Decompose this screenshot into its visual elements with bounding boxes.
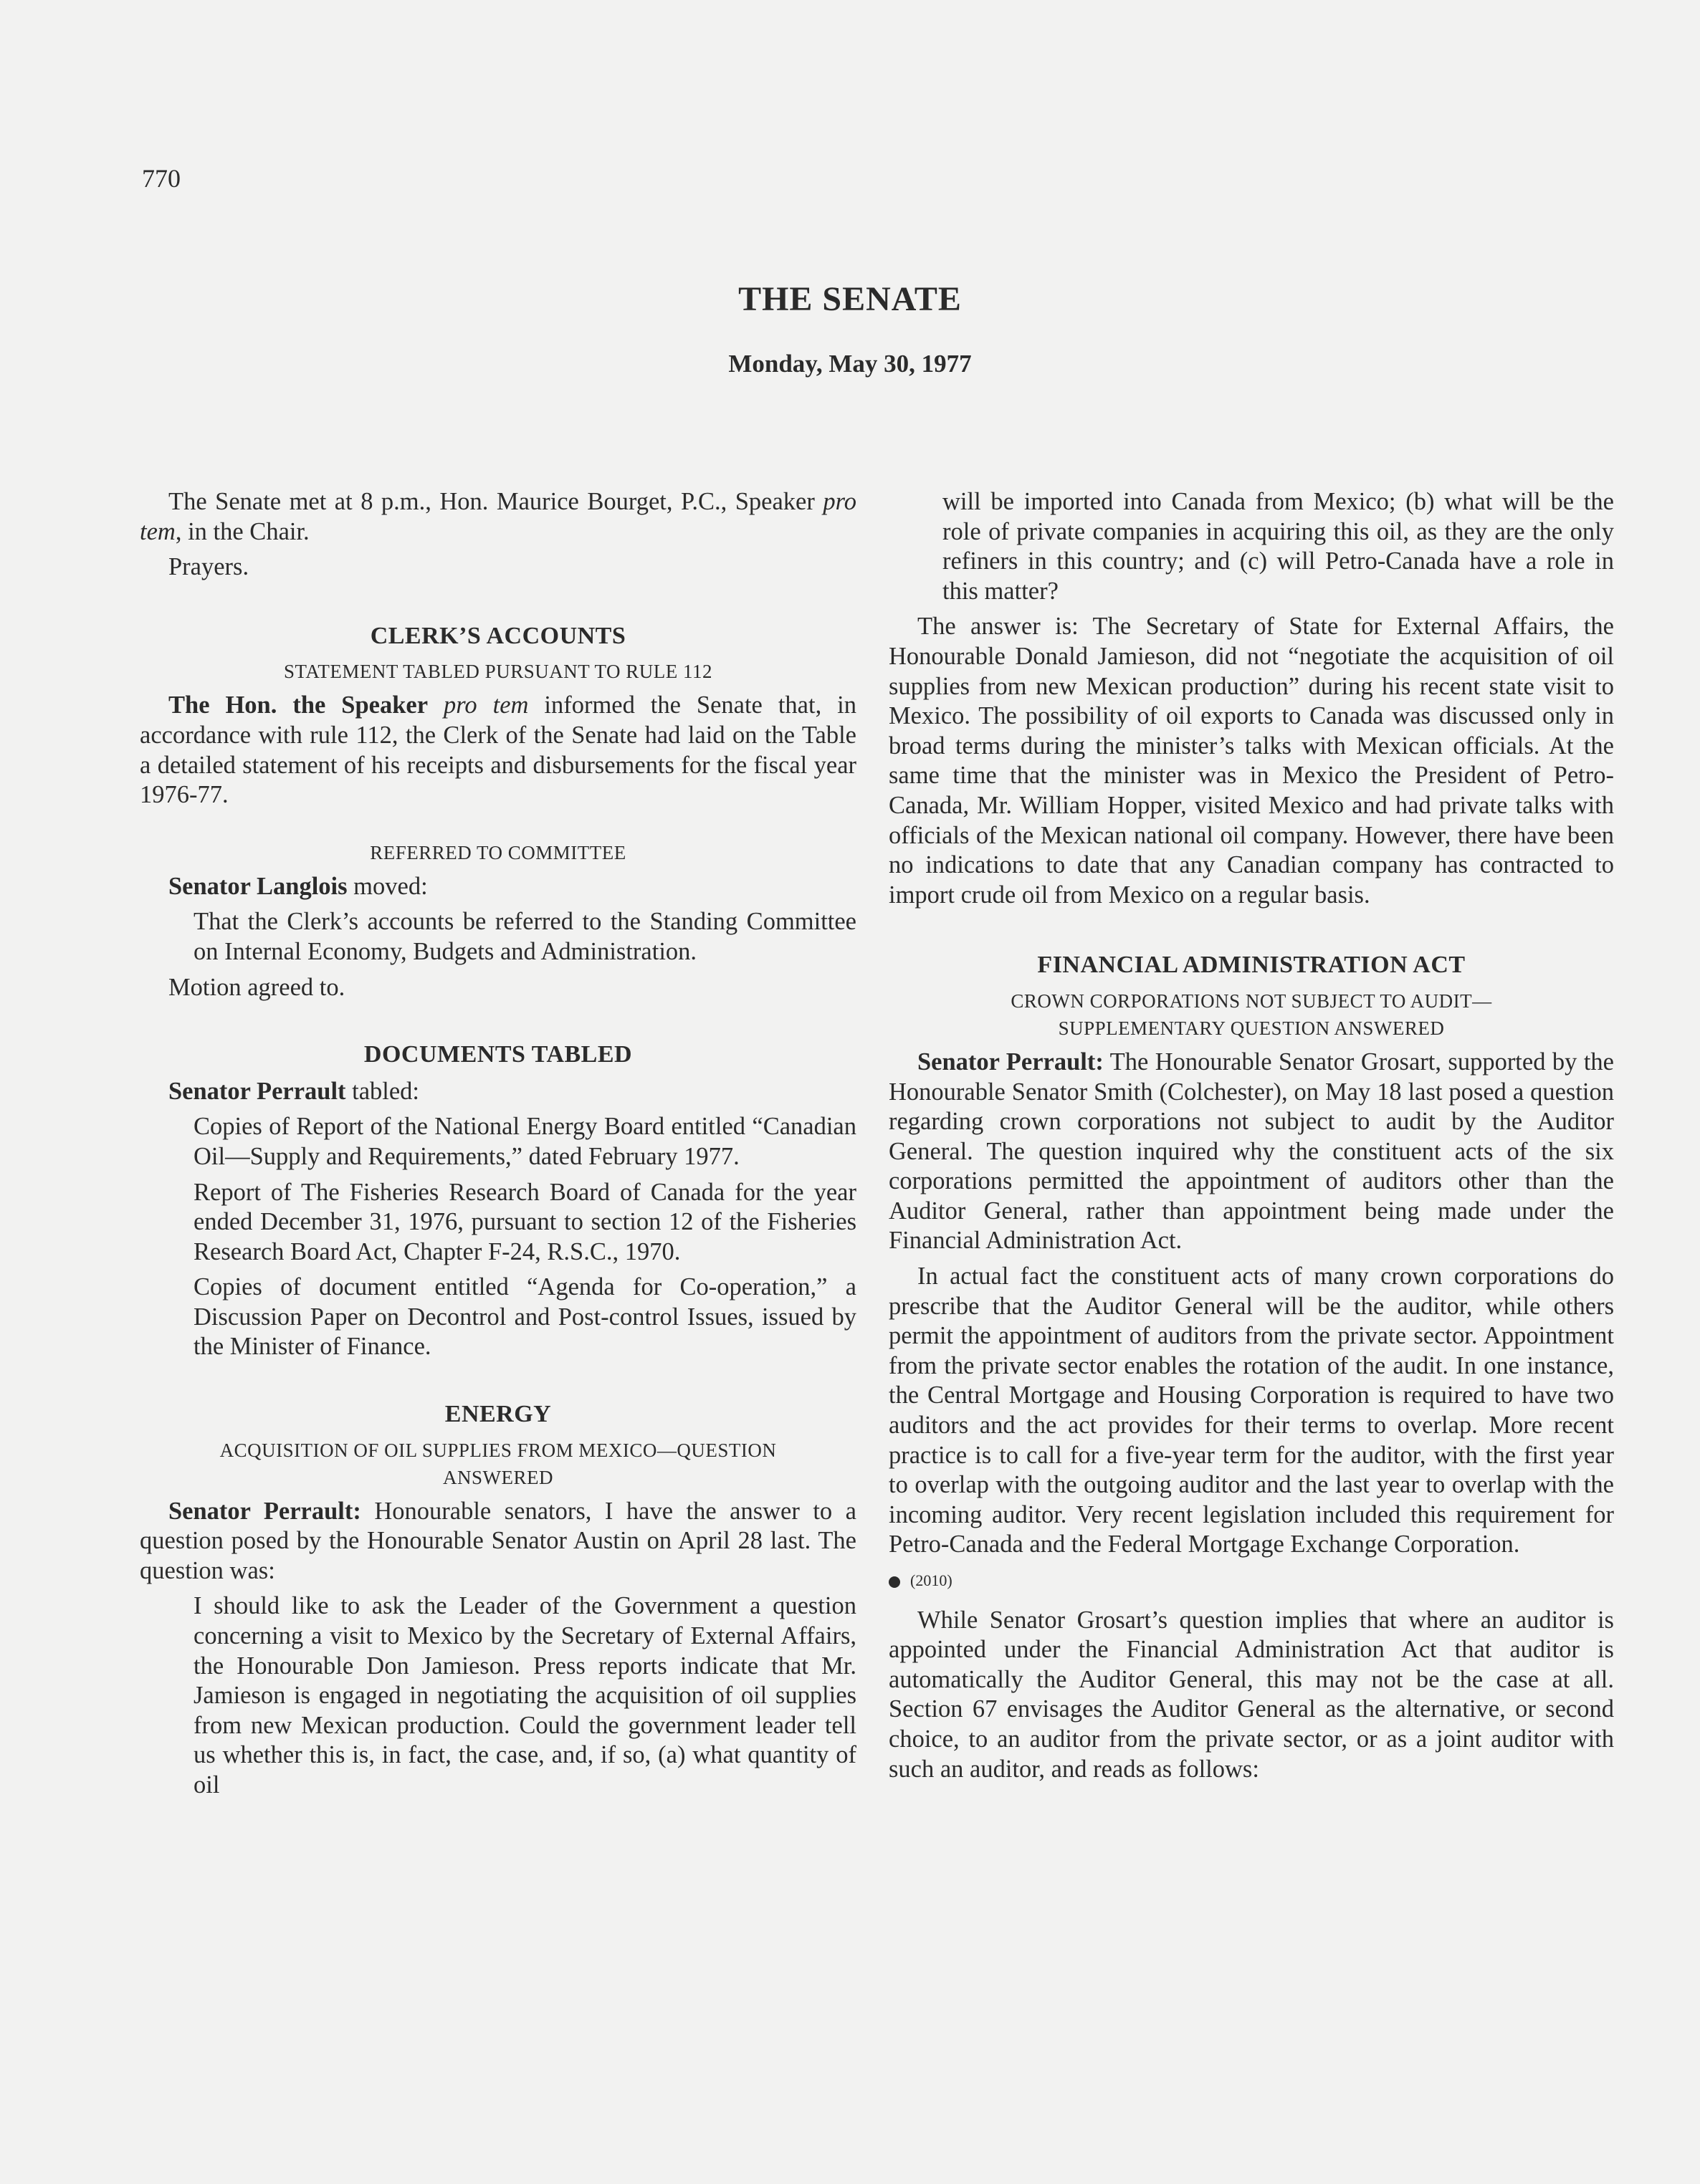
langlois-text: moved: xyxy=(347,872,428,900)
energy-heading: ENERGY xyxy=(444,1401,552,1428)
answer-paragraph: The answer is: The Secretary of State for External Affairs, the Honourable Donald Jamieson, did not “negotiate the acquisition of oil supplies from new Mexican production” during his recent state visit to Mexico. The possibility of oil exports to Canada was discussed only in broad terms during the minister’s talks with Mexican officials. At the same time that the minister was in Mexico the President of Petro-Canada, Mr. William Hopper, visited Mexico and had private talks with officials of the Mexican national oil company. However, there have been no indications to date that any Canadian company has contracted to import crude oil from Mexico on a regular basis. xyxy=(889,613,1614,909)
energy-paragraph xyxy=(140,1497,856,1586)
financial-subheading-2: SUPPLEMENTARY QUESTION ANSWERED xyxy=(1058,1017,1445,1039)
motion-text: That the Clerk’s accounts be referred to the Standing Committee on Internal Economy, Budgets and Administration. xyxy=(194,908,856,965)
time-marker-text: (2010) xyxy=(910,1571,952,1589)
bullet-icon xyxy=(889,1576,900,1588)
financial-text: The Honourable Senator Grosart, supported by the Honourable Senator Smith (Colchester), on May 18 last posed a question regarding crown corporations not subject to audit by the Auditor General. The question inquired why the constituent acts of the six corporations permitted the appointment of auditors other than the Auditor General, rather than appointment being made under the Financial Administration Act. xyxy=(889,1048,1614,1255)
left-column xyxy=(140,487,856,1806)
page-title: THE SENATE xyxy=(738,280,962,318)
speaker-name: Senator Perrault xyxy=(168,1077,346,1105)
opening-text-2: , in the Chair. xyxy=(175,517,310,545)
right-column xyxy=(889,487,1614,1790)
clerk-accounts-heading: CLERK’S ACCOUNTS xyxy=(370,622,626,649)
documents-heading: DOCUMENTS TABLED xyxy=(363,1041,633,1068)
financial-paragraph-3: While Senator Grosart’s question implies that where an auditor is appointed under the Financial Administration Act that auditor is automatically the Auditor General, this may not be the case at all. Section 67 envisages the Auditor General as the alternative, or second choice, to an auditor from the private sector, or as a joint auditor with such an auditor, and reads as follows: xyxy=(889,1606,1614,1783)
clerk-italic: pro tem xyxy=(444,691,529,719)
time-marker xyxy=(889,1566,1614,1596)
prayers-line: Prayers. xyxy=(168,553,249,581)
clerk-accounts-subheading: STATEMENT TABLED PURSUANT TO RULE 112 xyxy=(284,661,712,683)
document-item-1: Copies of Report of the National Energy Board entitled “Canadian Oil—Supply and Requirements,” dated February 1977. xyxy=(194,1113,856,1170)
energy-quote: I should like to ask the Leader of the Government a question concerning a visit to Mexico by the Secretary of External Affairs, the Honourable Don Jamieson. Press reports indicate that Mr. Jamieson is engaged in negotiating the acquisition of oil supplies from new Mexican production. Could the government leader tell us whether this is, in fact, the case, and, if so, (a) what quantity of oil xyxy=(194,1592,856,1799)
energy-subheading: ACQUISITION OF OIL SUPPLIES FROM MEXICO—QUESTION ANSWERED xyxy=(219,1439,777,1488)
tabled-text: tabled: xyxy=(345,1077,420,1105)
motion-agreed: Motion agreed to. xyxy=(168,973,345,1001)
financial-paragraph-2: In actual fact the constituent acts of many crown corporations do prescribe that the Auditor General will be the auditor, while others permit the appointment of auditors from the private sector. Appointment from the private sector enables the rotation of the audit. In one instance, the Central Mortgage and Housing Corporation is required to have two auditors and the act provides for their terms to overlap. More recent practice is to call for a five-year term for the auditor, with the first year to overlap with the outgoing auditor and the last year to overlap with the incoming auditor. Very recent legislation included this requirement for Petro-Canada and the Federal Mortgage Exchange Corporation. xyxy=(889,1263,1614,1558)
clerk-text: informed the Senate that, in accordance with rule 112, the Clerk of the Senate had laid on the Table a detailed statement of his receipts and disbursements for the fiscal year 1976-77. xyxy=(140,691,856,809)
speaker-name: Senator Langlois xyxy=(168,872,348,900)
langlois-paragraph xyxy=(140,872,856,902)
speaker-name: The Hon. the Speaker xyxy=(168,691,429,719)
document-item-2: Report of The Fisheries Research Board of Canada for the year ended December 31, 1976, pursuant to section 12 of the Fisheries Research Board Act, Chapter F-24, R.S.C., 1970. xyxy=(194,1178,856,1265)
quote-continuation: will be imported into Canada from Mexico; (b) what will be the role of private companies in acquiring this oil, as they are the only refiners in this country; and (c) will Petro-Canada have a role in this matter? xyxy=(942,488,1614,605)
clerk-accounts-paragraph xyxy=(140,691,856,810)
page-number: 770 xyxy=(142,164,181,193)
financial-heading: FINANCIAL ADMINISTRATION ACT xyxy=(1037,952,1466,979)
financial-paragraph-1 xyxy=(889,1048,1614,1256)
sitting-date: Monday, May 30, 1977 xyxy=(728,350,972,378)
opening-text-1: The Senate met at 8 p.m., Hon. Maurice Bourget, P.C., Speaker xyxy=(168,488,823,515)
energy-text: Honourable senators, I have the answer to a question posed by the Honourable Senator Austin on April 28 last. The question was: xyxy=(140,1497,856,1584)
documents-paragraph xyxy=(140,1077,856,1107)
opening-italic: pro tem xyxy=(140,488,856,545)
speaker-name: Senator Perrault: xyxy=(917,1048,1104,1076)
speaker-name: Senator Perrault: xyxy=(168,1497,361,1525)
opening-paragraph xyxy=(140,487,856,547)
document-item-3: Copies of document entitled “Agenda for Co-operation,” a Discussion Paper on Decontrol and Post-control Issues, issued by the Minister of Finance. xyxy=(194,1273,856,1361)
referred-subheading: REFERRED TO COMMITTEE xyxy=(370,841,626,863)
financial-subheading-1: CROWN CORPORATIONS NOT SUBJECT TO AUDIT— xyxy=(1011,990,1492,1012)
